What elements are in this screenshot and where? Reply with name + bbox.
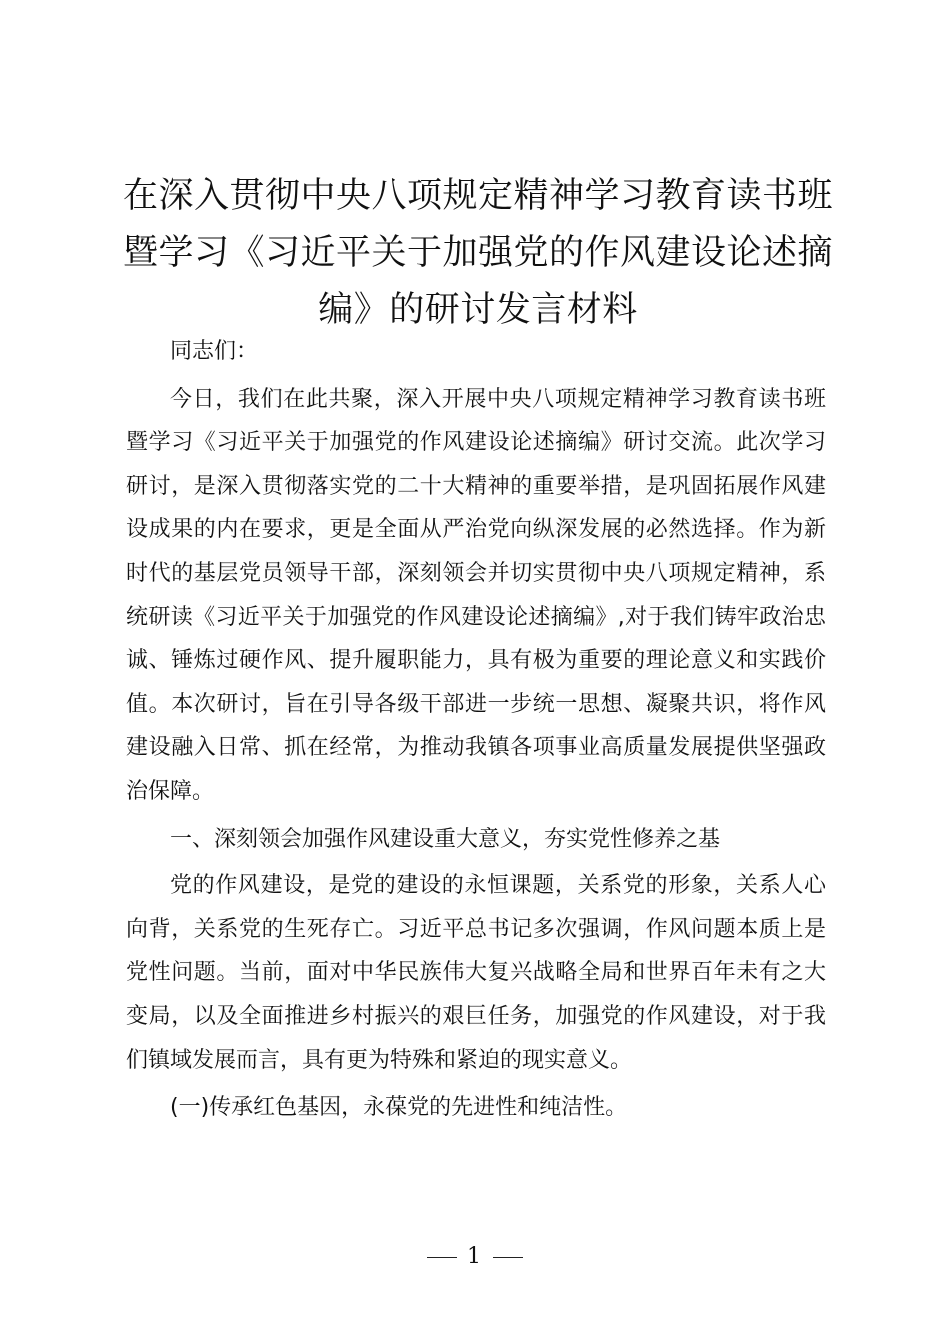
salutation: 同志们： xyxy=(170,339,259,364)
document-body xyxy=(126,330,826,1130)
footer-dash-right xyxy=(493,1257,523,1258)
section-1-paragraph: 党的作风建设，是党的建设的永恒课题，关系党的形象，关系人心向背，关系党的生死存亡。习近平总书记多次强调，作风问题本质上是党性问题。当前，面对中华民族伟大复兴战略全局和世界百年未有之大变局，以及全面推进乡村振兴的艰巨任务，加强党的作风建设，对于我们镇域发展而言，具有更为特殊和紧迫的现实意义。 xyxy=(126,873,826,1073)
footer-dash-left xyxy=(427,1257,457,1258)
document-title: 在深入贯彻中央八项规定精神学习教育读书班暨学习《习近平关于加强党的作风建设论述摘编》的研讨发言材料 xyxy=(122,176,833,330)
intro-paragraph: 今日，我们在此共聚，深入开展中央八项规定精神学习教育读书班暨学习《习近平关于加强党的作风建设论述摘编》研讨交流。此次学习研讨，是深入贯彻落实党的二十大精神的重要举措，是巩固拓展作风建设成果的内在要求，更是全面从严治党向纵深发展的必然选择。作为新时代的基层党员领导干部，深刻领会并切实贯彻中央八项规定精神，系统研读《习近平关于加强党的作风建设论述摘编》,对于我们铸牢政治忠诚、锤炼过硬作风、提升履职能力，具有极为重要的理论意义和实践价值。本次研讨，旨在引导各级干部进一步统一思想、凝聚共识，将作风建设融入日常、抓在经常，为推动我镇各项事业高质量发展提供坚强政治保障。 xyxy=(126,386,826,804)
section-heading-1: 一、深刻领会加强作风建设重大意义，夯实党性修养之基 xyxy=(170,826,721,852)
page-number: 1 xyxy=(467,1244,483,1269)
subsection-heading-1: (一)传承红色基因，永葆党的先进性和纯洁性。 xyxy=(170,1095,628,1121)
page-footer xyxy=(0,1244,950,1269)
